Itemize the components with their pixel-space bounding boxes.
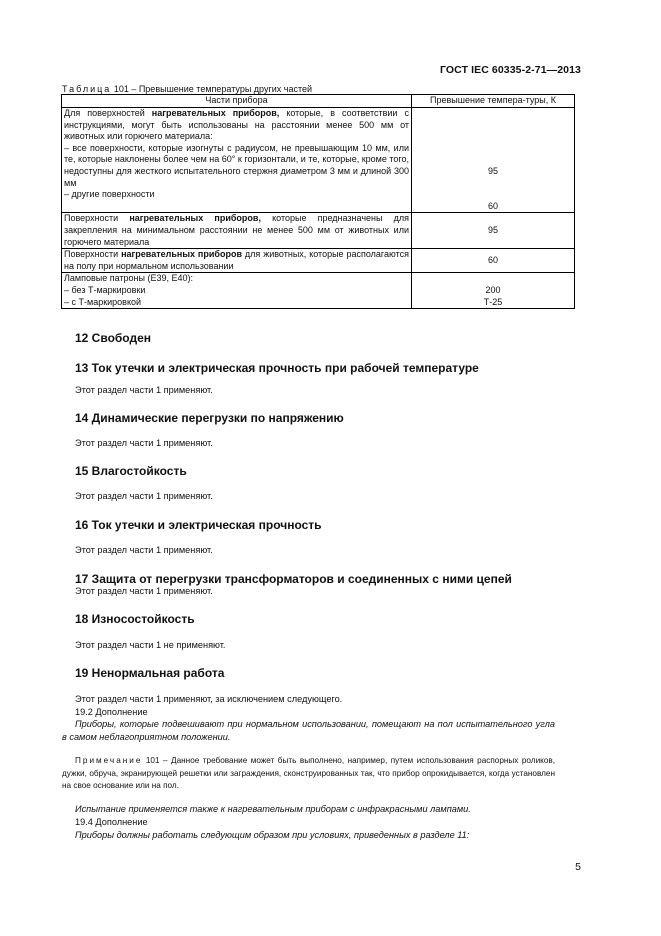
- row4-lamp-holders: Ламповые патроны (Е39, Е40):: [64, 273, 194, 284]
- row1-description: [62, 108, 412, 213]
- row1-text-bold: нагревательных приборов,: [151, 108, 280, 118]
- section-12-title: 12 Свободен: [75, 331, 152, 345]
- row4-value-no-t: 200: [485, 284, 501, 295]
- col-header-temperature: Превышение темпера-туры, К: [412, 95, 575, 108]
- table-row: [62, 249, 575, 273]
- row1-item-other: – другие поверхности: [64, 189, 155, 200]
- section-19-title: 19 Ненормальная работа: [75, 666, 225, 680]
- row1-text-a: Для поверхностей: [64, 108, 152, 118]
- table-caption-word: Таблица: [62, 84, 112, 94]
- row1-item-curved: – все поверхности, которые изогнуты с радиусом, не превышающим 10 мм, или те, которые наклонены более чем на 60° к горизонтали, и те, которые, кроме того, недоступны для жесткого испытательного стержня диаметром 3 мм и длиной 300 мм: [64, 142, 409, 188]
- section-16-text: Этот раздел части 1 применяют.: [75, 545, 213, 555]
- section-15-text: Этот раздел части 1 применяют.: [75, 491, 213, 501]
- section-17-title: 17 Защита от перегрузки трансформаторов и соединенных с ними цепей: [75, 572, 512, 586]
- section-13-text: Этот раздел части 1 применяют.: [75, 385, 213, 395]
- row2-description: [62, 213, 412, 249]
- row2-values: [412, 213, 575, 249]
- row1-value-curved: 95: [487, 165, 498, 176]
- row3-value: 60: [487, 255, 498, 266]
- row1-lead: [64, 108, 409, 141]
- section-13-title: 13 Ток утечки и электрическая прочность при рабочей температуре: [75, 361, 479, 375]
- subsection-19-4: 19.4 Дополнение: [75, 817, 148, 827]
- col-header-parts: Части прибора: [62, 95, 412, 108]
- section-19-text: Этот раздел части 1 применяют, за исключением следующего.: [75, 694, 343, 704]
- section-19-2-italic: Приборы, которые подвешивают при нормальном использовании, помещают на пол испытательного угла в самом неблагоприятном положении.: [62, 719, 555, 742]
- row1-value-other: 60: [487, 200, 498, 211]
- note-101: [62, 755, 555, 793]
- row2-text-a: Поверхности: [64, 213, 130, 224]
- section-14-title: 14 Динамические перегрузки по напряжению: [75, 411, 344, 425]
- section-19-4-italic: Приборы должны работать следующим образом при условиях, приведенных в разделе 11:: [75, 830, 470, 840]
- section-15-title: 15 Влагостойкость: [75, 464, 187, 478]
- row4-value-with-t: Т-25: [483, 296, 503, 307]
- row2-text-bold: нагревательных приборов,: [129, 213, 261, 224]
- page-number: 5: [575, 861, 581, 873]
- table-header-row: [62, 95, 575, 108]
- section-14-text: Этот раздел части 1 применяют.: [75, 438, 213, 448]
- row4-with-t: – с Т-маркировкой: [64, 296, 142, 307]
- table-caption-text: 101 – Превышение температуры других частей: [113, 84, 313, 94]
- note-label: Примечание: [75, 756, 143, 765]
- table-caption: [62, 84, 312, 94]
- subsection-19-2: 19.2 Дополнение: [75, 707, 148, 717]
- section-16-title: 16 Ток утечки и электрическая прочность: [75, 518, 322, 532]
- row3-text-a: Поверхности: [64, 249, 122, 260]
- section-19-italic-test: Испытание применяется также к нагревательным приборам с инфракрасными лампами.: [75, 804, 471, 814]
- row2-value: 95: [487, 224, 498, 235]
- row1-text-c: которые, в соответствии с инструкциями, могут быть использованы на расстоянии менее 500 мм от животных или горючего материала:: [64, 108, 409, 142]
- row4-values: [412, 273, 575, 309]
- section-17-text: Этот раздел части 1 применяют.: [75, 586, 213, 596]
- note-text: 101 – Данное требование может быть выполнено, например, путем использования распорных роликов, дужки, обруча, экранирующей решетки или заграждения, сконструированных так, что прибор опрокидывается, когда установлен на свое основание или на пол.: [62, 756, 555, 790]
- row3-values: [412, 249, 575, 273]
- table-row: [62, 213, 575, 249]
- temperature-table: [61, 94, 575, 309]
- table-row: [62, 273, 575, 309]
- section-18-title: 18 Износостойкость: [75, 612, 195, 626]
- table-row: [62, 108, 575, 213]
- row3-text-bold: нагревательных приборов: [121, 249, 242, 260]
- row2-text-c: которые предназначены для закрепления на минимальном расстоянии не менее 500 мм от животных или горючего материала: [64, 213, 409, 247]
- row4-no-t: – без Т-маркировки: [64, 284, 146, 295]
- row4-description: [62, 273, 412, 309]
- section-18-text: Этот раздел части 1 не применяют.: [75, 640, 226, 650]
- row1-values: [412, 108, 575, 213]
- standard-header: ГОСТ IEC 60335-2-71—2013: [439, 64, 581, 76]
- row3-description: [62, 249, 412, 273]
- row3-text-c: для животных, которые располагаются на полу при нормальном использовании: [64, 249, 409, 271]
